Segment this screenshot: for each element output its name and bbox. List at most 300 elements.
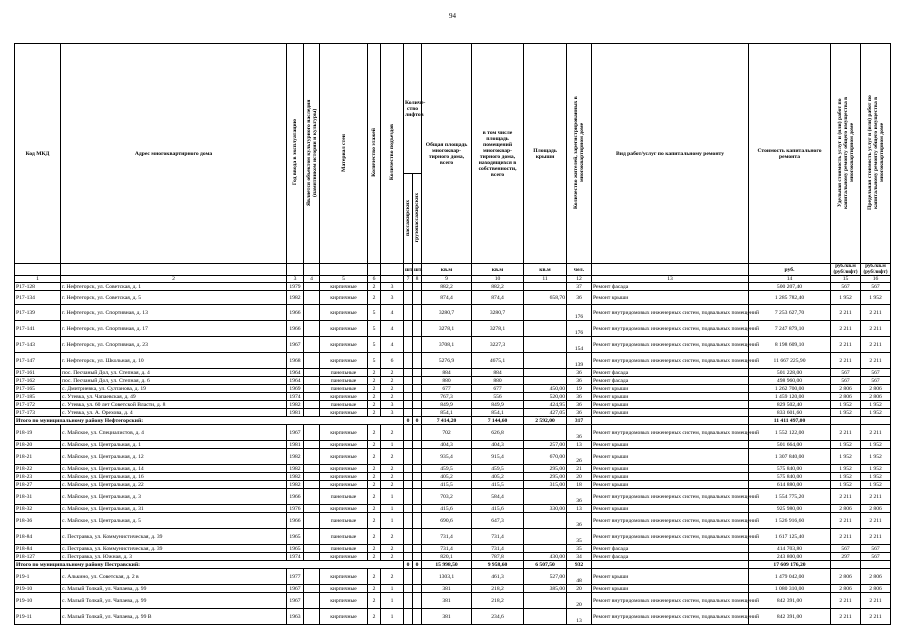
header-work-type: Вид работ/услуг по капитальному ремонту — [592, 44, 749, 264]
cell-area: 884 — [422, 369, 472, 377]
cell-ent: 3 — [381, 291, 404, 305]
cell-addr: с. Майское, ул. Специалистов, д. 4 — [61, 425, 287, 441]
cell-addr: с. Майское, ул. Центральная, д. 12 — [61, 449, 287, 465]
cell-code: Р17-172 — [15, 401, 61, 409]
cell-fl: 2 — [368, 401, 381, 409]
cell-ent: 2 — [381, 473, 404, 481]
cell-ppl: 176 — [567, 305, 592, 321]
column-number: 16 — [861, 276, 891, 283]
cell-l2 — [413, 305, 422, 321]
cell-code: Р17-185 — [15, 393, 61, 401]
cell-l1 — [404, 305, 413, 321]
cell-cost: 829 502,40 — [749, 401, 831, 409]
cell-year: 1969 — [287, 385, 304, 393]
cell-mat: панельные — [320, 369, 368, 377]
cell-cost: 8 198 609,10 — [749, 337, 831, 353]
cell-year: 1982 — [287, 481, 304, 489]
cell-l1 — [404, 545, 413, 553]
cell-roof: 295,00 — [524, 473, 567, 481]
cell-cost: 833 601,60 — [749, 409, 831, 417]
cell-cost: 1 526 916,60 — [749, 513, 831, 529]
capital-repair-table — [14, 43, 891, 625]
cell-own: 584,4 — [472, 489, 524, 505]
cell-area: 882,2 — [422, 283, 472, 291]
cell-ent: 4 — [381, 305, 404, 321]
cell-addr: с. Алькино, ул. Советская, д. 2 в — [61, 569, 287, 585]
cell-ppl: 13 — [567, 441, 592, 449]
header-material: Материал стен — [320, 44, 368, 264]
table-row — [15, 473, 891, 481]
cell-addr: с. Утевка, ул. Чапаевская, д. 49 — [61, 393, 287, 401]
cell-own: 884 — [472, 369, 524, 377]
cell-l1 — [404, 291, 413, 305]
cell-own: 731,4 — [472, 529, 524, 545]
cell-fl: 2 — [368, 529, 381, 545]
cell-fl: 2 — [368, 425, 381, 441]
cell-s1: 1 952 — [831, 473, 861, 481]
header-total-area: Общая площадь многоквар-тирного дома, всего — [422, 44, 472, 264]
cell-ent: 2 — [381, 553, 404, 561]
header-year: Год ввода в эксплуатацию — [287, 44, 304, 264]
cell-mat: кирпичные — [320, 409, 368, 417]
cell-ppl: 36 — [567, 409, 592, 417]
cell-l1 — [404, 473, 413, 481]
cell-l2 — [413, 441, 422, 449]
cell-fl: 5 — [368, 321, 381, 337]
table-row — [15, 545, 891, 553]
cell-ent: 3 — [381, 409, 404, 417]
header-cost: Стоимость капитального ремонта — [749, 44, 831, 264]
cell-cost: 1 307 840,00 — [749, 449, 831, 465]
cell-own: 647,3 — [472, 513, 524, 529]
cell-own: 461,3 — [472, 569, 524, 585]
cell-ppl: 34 — [567, 553, 592, 561]
cell-s2: 2 211 — [861, 425, 891, 441]
header-lifts: Количе-ство лифтов — [404, 44, 422, 174]
cell-s2: 2 806 — [861, 393, 891, 401]
cell-area: 731,4 — [422, 545, 472, 553]
cell-roof: 658,70 — [524, 291, 567, 305]
cell-mat: кирпичные — [320, 585, 368, 593]
cell-code: Р17-134 — [15, 291, 61, 305]
cell-her — [304, 291, 320, 305]
cell-roof: 670,00 — [524, 449, 567, 465]
cell-roof — [524, 321, 567, 337]
cell-mat: кирпичные — [320, 283, 368, 291]
cell-her — [304, 305, 320, 321]
total-l2: 0 — [413, 417, 422, 425]
cell-code: Р17-162 — [15, 377, 61, 385]
table-row — [15, 401, 891, 409]
cell-code: Р18-84 — [15, 529, 61, 545]
cell-area: 415,6 — [422, 505, 472, 513]
column-number: 10 — [472, 276, 524, 283]
cell-s1: 1 952 — [831, 441, 861, 449]
cell-work: Ремонт крыши — [592, 401, 749, 409]
cell-s2: 567 — [861, 283, 891, 291]
cell-ppl: 36 — [567, 369, 592, 377]
cell-roof — [524, 513, 567, 529]
cell-cost: 1 262 700,00 — [749, 385, 831, 393]
cell-l1 — [404, 593, 413, 609]
cell-l2 — [413, 553, 422, 561]
cell-addr: г. Нефтегорск, ул. Школьная, д. 10 — [61, 353, 287, 369]
cell-s1: 2 806 — [831, 585, 861, 593]
total-area: 15 998,50 — [422, 561, 472, 569]
cell-work: Ремонт крыши — [592, 585, 749, 593]
cell-l2 — [413, 393, 422, 401]
total-work-empty — [592, 417, 749, 425]
cell-roof: 427,05 — [524, 409, 567, 417]
cell-l2 — [413, 489, 422, 505]
cell-cost: 1 479 042,00 — [749, 569, 831, 585]
cell-mat: кирпичные — [320, 291, 368, 305]
cell-l1 — [404, 609, 413, 625]
cell-addr: г. Нефтегорск, ул. Спортивная, д. 23 — [61, 337, 287, 353]
cell-ent: 2 — [381, 393, 404, 401]
cell-year: 1982 — [287, 291, 304, 305]
cell-l1 — [404, 283, 413, 291]
cell-mat: панельные — [320, 385, 368, 393]
cell-fl: 2 — [368, 473, 381, 481]
cell-year: 1964 — [287, 377, 304, 385]
column-number: 8 — [413, 276, 422, 283]
cell-addr: г. Нефтегорск, ул. Спортивная, д. 17 — [61, 321, 287, 337]
cell-area: 690,6 — [422, 513, 472, 529]
cell-ppl: 20 — [567, 585, 592, 593]
cell-own: 556 — [472, 393, 524, 401]
cell-own: 218,2 — [472, 593, 524, 609]
cell-ppl: 26 — [567, 449, 592, 465]
cell-year: 1966 — [287, 489, 304, 505]
cell-her — [304, 585, 320, 593]
cell-mat: панельные — [320, 489, 368, 505]
cell-mat: кирпичные — [320, 393, 368, 401]
cell-ppl: 37 — [567, 283, 592, 291]
cell-ent: 1 — [381, 513, 404, 529]
cell-l2 — [413, 369, 422, 377]
cell-work: Ремонт крыши — [592, 481, 749, 489]
cell-s2: 2 211 — [861, 321, 891, 337]
cell-work: Ремонт внутридомовых инженерных систем, подвальных помещений — [592, 529, 749, 545]
cell-fl: 2 — [368, 385, 381, 393]
cell-area: 381 — [422, 609, 472, 625]
cell-own: 415,6 — [472, 505, 524, 513]
cell-area: 5276,9 — [422, 353, 472, 369]
cell-her — [304, 377, 320, 385]
cell-code: Р18-36 — [15, 513, 61, 529]
cell-roof: 385,00 — [524, 585, 567, 593]
cell-year: 1967 — [287, 593, 304, 609]
cell-roof — [524, 305, 567, 321]
cell-cost: 11 667 225,90 — [749, 353, 831, 369]
cell-code: Р18-127 — [15, 553, 61, 561]
cell-own: 3280,7 — [472, 305, 524, 321]
total-l1: 0 — [404, 561, 413, 569]
cell-cost: 842 391,00 — [749, 609, 831, 625]
cell-her — [304, 473, 320, 481]
cell-her — [304, 449, 320, 465]
page-number: 94 — [449, 12, 456, 20]
table-row — [15, 465, 891, 473]
table-row — [15, 449, 891, 465]
cell-cost: 575 840,00 — [749, 465, 831, 473]
cell-roof — [524, 337, 567, 353]
cell-l2 — [413, 377, 422, 385]
cell-work: Ремонт фасада — [592, 377, 749, 385]
cell-area: 3708,1 — [422, 337, 472, 353]
cell-fl: 2 — [368, 369, 381, 377]
cell-l1 — [404, 585, 413, 593]
cell-l1 — [404, 465, 413, 473]
cell-addr: с. Майское, ул. Центральная, д. 31 — [61, 505, 287, 513]
cell-s2: 567 — [861, 369, 891, 377]
cell-code: Р17-147 — [15, 353, 61, 369]
cell-l1 — [404, 321, 413, 337]
table-row — [15, 291, 891, 305]
cell-code: Р17-143 — [15, 337, 61, 353]
column-number: 14 — [749, 276, 831, 283]
cell-ent: 2 — [381, 465, 404, 473]
cell-s1: 567 — [831, 283, 861, 291]
cell-fl: 2 — [368, 291, 381, 305]
column-number: 4 — [304, 276, 320, 283]
cell-s1: 567 — [831, 369, 861, 377]
cell-her — [304, 529, 320, 545]
cell-year: 1966 — [287, 321, 304, 337]
cell-code: Р18-21 — [15, 449, 61, 465]
cell-mat: панельные — [320, 377, 368, 385]
cell-roof — [524, 529, 567, 545]
cell-roof — [524, 609, 567, 625]
cell-her — [304, 321, 320, 337]
cell-l1 — [404, 377, 413, 385]
cell-own: 404,3 — [472, 441, 524, 449]
cell-addr: с. Пестравка, ул. Коммунистическая, д. 39 — [61, 545, 287, 553]
cell-ppl: 35 — [567, 545, 592, 553]
cell-s1: 1 952 — [831, 401, 861, 409]
cell-ent: 1 — [381, 505, 404, 513]
cell-her — [304, 609, 320, 625]
cell-roof: 424,95 — [524, 401, 567, 409]
cell-l1 — [404, 449, 413, 465]
table-row — [15, 283, 891, 291]
cell-ent: 2 — [381, 529, 404, 545]
cell-ent: 2 — [381, 369, 404, 377]
cell-l2 — [413, 337, 422, 353]
cell-year: 1981 — [287, 441, 304, 449]
cell-roof — [524, 369, 567, 377]
cell-s2: 1 952 — [861, 409, 891, 417]
cell-ent: 1 — [381, 585, 404, 593]
cell-l2 — [413, 283, 422, 291]
cell-fl: 2 — [368, 449, 381, 465]
cell-area: 405,2 — [422, 473, 472, 481]
cell-area: 731,4 — [422, 529, 472, 545]
cell-s1: 2 806 — [831, 393, 861, 401]
table-row — [15, 393, 891, 401]
cell-l2 — [413, 425, 422, 441]
cell-ppl: 36 — [567, 513, 592, 529]
cell-her — [304, 489, 320, 505]
cell-work: Ремонт крыши — [592, 473, 749, 481]
cell-addr: с. Утевка, ул. 60 лет Советской Власти, д. 8 — [61, 401, 287, 409]
cell-s1: 1 952 — [831, 409, 861, 417]
cell-ppl: 19 — [567, 385, 592, 393]
cell-fl: 2 — [368, 489, 381, 505]
cell-work: Ремонт крыши — [592, 465, 749, 473]
cell-l1 — [404, 513, 413, 529]
cell-addr: с. Майское, ул. Центральная, д. 5 — [61, 513, 287, 529]
cell-ppl: 36 — [567, 425, 592, 441]
cell-roof: 527,00 — [524, 569, 567, 585]
total-cost: 11 411 497,00 — [749, 417, 831, 425]
cell-ent: 3 — [381, 283, 404, 291]
cell-l1 — [404, 569, 413, 585]
cell-her — [304, 569, 320, 585]
cell-code: Р19-1 — [15, 569, 61, 585]
cell-code: Р19-10 — [15, 585, 61, 593]
table-row — [15, 385, 891, 393]
cell-own: 874,4 — [472, 291, 524, 305]
cell-cost: 842 391,00 — [749, 593, 831, 609]
header-specific-cost: Удельная стоимость услуг и (или) работ по капитальному ремонту общего имущества в многоквартирном доме — [831, 44, 861, 264]
cell-own: 677 — [472, 385, 524, 393]
cell-work: Ремонт крыши — [592, 449, 749, 465]
cell-s1: 2 211 — [831, 609, 861, 625]
cell-roof — [524, 593, 567, 609]
cell-mat: панельные — [320, 401, 368, 409]
cell-s1: 1 952 — [831, 449, 861, 465]
cell-code: Р19-10 — [15, 593, 61, 609]
cell-year: 1965 — [287, 545, 304, 553]
cell-ent: 3 — [381, 401, 404, 409]
column-number: 3 — [287, 276, 304, 283]
column-numbers-row — [15, 276, 891, 283]
cell-year: 1982 — [287, 401, 304, 409]
cell-ent: 1 — [381, 593, 404, 609]
cell-roof — [524, 545, 567, 553]
cell-own: 849,9 — [472, 401, 524, 409]
cell-l2 — [413, 529, 422, 545]
cell-area: 677 — [422, 385, 472, 393]
cell-cost: 1 552 122,00 — [749, 425, 831, 441]
table-row — [15, 513, 891, 529]
cell-year: 1964 — [287, 369, 304, 377]
cell-l1 — [404, 385, 413, 393]
cell-year: 1963 — [287, 609, 304, 625]
cell-l1 — [404, 353, 413, 369]
cell-cost: 500 207,40 — [749, 283, 831, 291]
total-work-empty — [592, 561, 749, 569]
header-floors: Количество этажей — [368, 44, 381, 264]
cell-ppl: 48 — [567, 569, 592, 585]
table-row — [15, 369, 891, 377]
column-number: 12 — [567, 276, 592, 283]
cell-fl: 2 — [368, 545, 381, 553]
table-row — [15, 305, 891, 321]
total-cost: 17 609 176,20 — [749, 561, 831, 569]
cell-fl: 5 — [368, 305, 381, 321]
cell-mat: кирпичные — [320, 425, 368, 441]
cell-cost: 1 080 310,00 — [749, 585, 831, 593]
header-residents: Количество жителей, зарегистрированных в многоквартирном доме — [567, 44, 592, 264]
cell-addr: с. Майское, ул. Центральная, д. 16 — [61, 473, 287, 481]
cell-l1 — [404, 425, 413, 441]
table-row — [15, 425, 891, 441]
cell-mat: кирпичные — [320, 593, 368, 609]
cell-s1: 2 211 — [831, 353, 861, 369]
cell-area: 1303,1 — [422, 569, 472, 585]
column-number: 1 — [15, 276, 61, 283]
cell-s2: 2 211 — [861, 305, 891, 321]
cell-l1 — [404, 505, 413, 513]
cell-code: Р18-31 — [15, 489, 61, 505]
cell-s2: 2 806 — [861, 505, 891, 513]
cell-ppl: 20 — [567, 473, 592, 481]
cell-s1: 2 806 — [831, 569, 861, 585]
district-total-label: Итого по муниципальному району Пестравский: — [15, 561, 404, 569]
cell-area: 880 — [422, 377, 472, 385]
cell-work: Ремонт внутридомовых инженерных систем, подвальных помещений — [592, 489, 749, 505]
cell-her — [304, 505, 320, 513]
table-row — [15, 353, 891, 369]
table-row — [15, 585, 891, 593]
cell-l1 — [404, 393, 413, 401]
cell-code: Р17-128 — [15, 283, 61, 291]
cell-l1 — [404, 481, 413, 489]
cell-addr: с. Майское, ул. Центральная, д. 14 — [61, 465, 287, 473]
district-total-row — [15, 417, 891, 425]
table-row — [15, 321, 891, 337]
header-passenger-lifts: пассажирских — [404, 174, 413, 264]
total-ppl: 932 — [567, 561, 592, 569]
table-row — [15, 489, 891, 505]
cell-addr: с. Майское, ул. Центральная, д. 22 — [61, 481, 287, 489]
total-empty — [831, 561, 861, 569]
cell-addr: г. Нефтегорск, ул. Спортивная, д. 13 — [61, 305, 287, 321]
cell-l2 — [413, 409, 422, 417]
cell-cost: 575 840,00 — [749, 473, 831, 481]
cell-roof: 330,00 — [524, 505, 567, 513]
cell-mat: кирпичные — [320, 353, 368, 369]
cell-ppl: 13 — [567, 609, 592, 625]
cell-ent: 2 — [381, 449, 404, 465]
cell-area: 3278,1 — [422, 321, 472, 337]
cell-work: Ремонт внутридомовых инженерных систем, подвальных помещений — [592, 609, 749, 625]
cell-fl: 2 — [368, 513, 381, 529]
cell-area: 415,5 — [422, 481, 472, 489]
cell-mat: кирпичные — [320, 569, 368, 585]
cell-own: 234,6 — [472, 609, 524, 625]
header-code: Код МКД — [15, 44, 61, 264]
total-ppl: 317 — [567, 417, 592, 425]
cell-roof: 520,00 — [524, 393, 567, 401]
cell-work: Ремонт крыши — [592, 569, 749, 585]
cell-her — [304, 481, 320, 489]
cell-s2: 2 211 — [861, 593, 891, 609]
cell-s2: 1 952 — [861, 449, 891, 465]
cell-her — [304, 513, 320, 529]
cell-fl: 5 — [368, 353, 381, 369]
header-max-cost: Предельная стоимость услуг и (или) работ по капитальному ремонту общего имущества в многоквартирном доме — [861, 44, 891, 264]
cell-s2: 1 952 — [861, 473, 891, 481]
cell-ppl: 13 — [567, 505, 592, 513]
table-row — [15, 409, 891, 417]
cell-roof: 295,00 — [524, 465, 567, 473]
cell-addr: с. Пестравка, ул. Коммунистическая, д. 39 — [61, 529, 287, 545]
column-number: 9 — [422, 276, 472, 283]
